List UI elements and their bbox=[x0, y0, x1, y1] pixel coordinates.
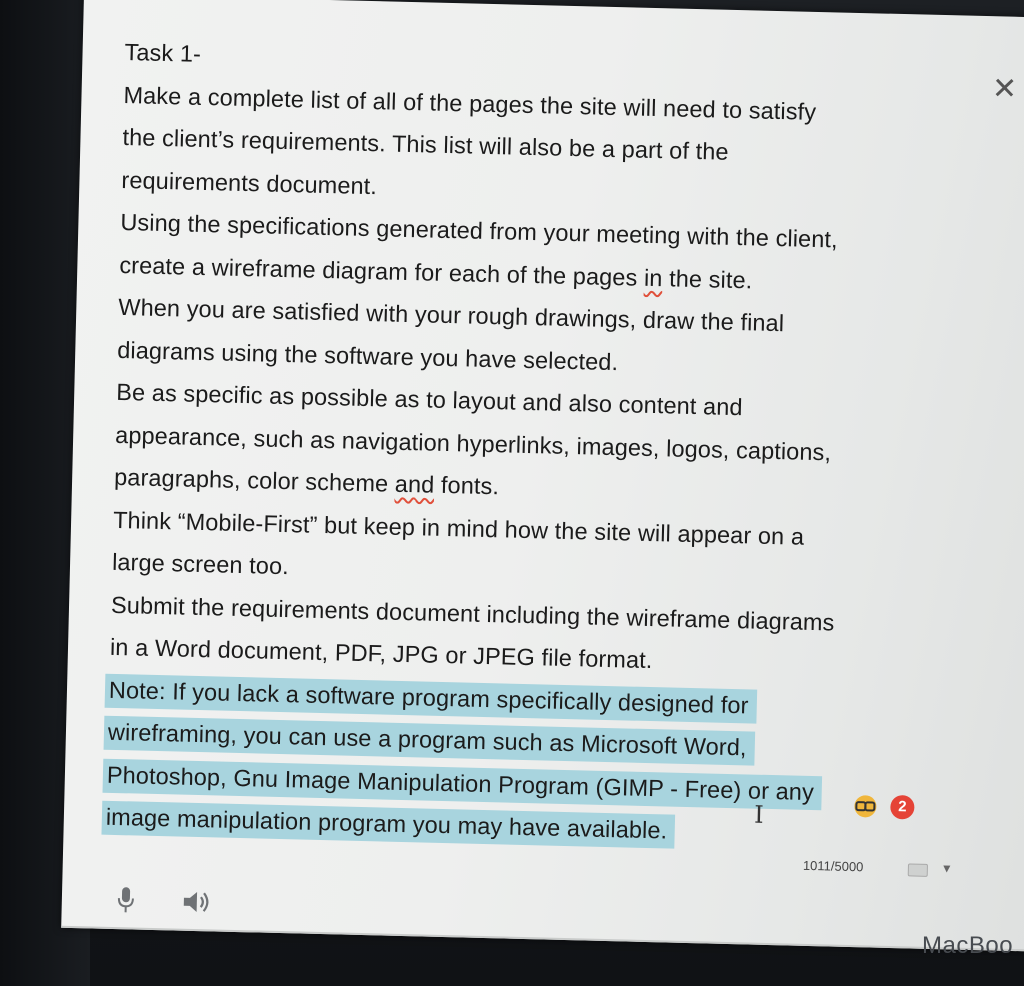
selected-text: image manipulation program you may have available. bbox=[101, 801, 675, 849]
text-line: diagrams using the software you have selected. bbox=[117, 336, 619, 375]
microphone-icon[interactable] bbox=[116, 886, 137, 914]
close-icon[interactable]: ✕ bbox=[991, 72, 1018, 106]
text-line: Think “Mobile-First” but keep in mind how the site will appear on a bbox=[112, 506, 805, 550]
text-line: Be as specific as possible as to layout and also content and bbox=[115, 378, 743, 421]
notification-badge[interactable]: 2 bbox=[890, 795, 915, 820]
speaker-icon[interactable] bbox=[182, 890, 213, 915]
translate-input-panel bbox=[61, 0, 1024, 952]
text-line: in a Word document, PDF, JPG or JPEG file format. bbox=[109, 633, 653, 674]
selected-text: Note: If you lack a software program specifically designed for bbox=[105, 673, 757, 723]
spellcheck-word[interactable]: in bbox=[643, 264, 663, 291]
text-line: requirements document. bbox=[121, 166, 378, 199]
text-line: Task 1- bbox=[124, 39, 202, 67]
text-segment: the site. bbox=[662, 264, 753, 293]
character-count: 1011/5000 bbox=[802, 857, 864, 875]
text-line: Using the specifications generated from your meeting with the client, bbox=[120, 208, 839, 253]
panel-edge bbox=[61, 926, 1024, 953]
text-line: appearance, such as navigation hyperlinks, images, logos, captions, bbox=[114, 421, 832, 465]
spellcheck-word[interactable]: and bbox=[394, 470, 435, 498]
selected-text: Photoshop, Gnu Image Manipulation Program (GIMP - Free) or any bbox=[103, 758, 823, 810]
source-text-area[interactable] bbox=[105, 31, 954, 859]
text-line: Submit the requirements document including the wireframe diagrams bbox=[110, 591, 835, 636]
dropdown-icon[interactable]: ▼ bbox=[940, 861, 953, 876]
text-line: the client’s requirements. This list will also be a part of the bbox=[122, 123, 729, 165]
text-line: large screen too. bbox=[111, 548, 290, 580]
device-brand-label: MacBoo bbox=[922, 932, 1014, 959]
text-segment: paragraphs, color scheme bbox=[113, 463, 396, 497]
text-segment: create a wireframe diagram for each of the pages bbox=[119, 251, 645, 291]
i-beam-cursor-icon: I bbox=[753, 800, 764, 829]
text-line: Make a complete list of all of the pages the site will need to satisfy bbox=[123, 81, 817, 125]
text-line: When you are satisfied with your rough drawings, draw the final bbox=[118, 293, 785, 337]
text-segment: fonts. bbox=[434, 471, 500, 500]
keyboard-icon[interactable] bbox=[908, 863, 928, 876]
selected-text: wireframing, you can use a program such as Microsoft Word, bbox=[104, 716, 755, 766]
